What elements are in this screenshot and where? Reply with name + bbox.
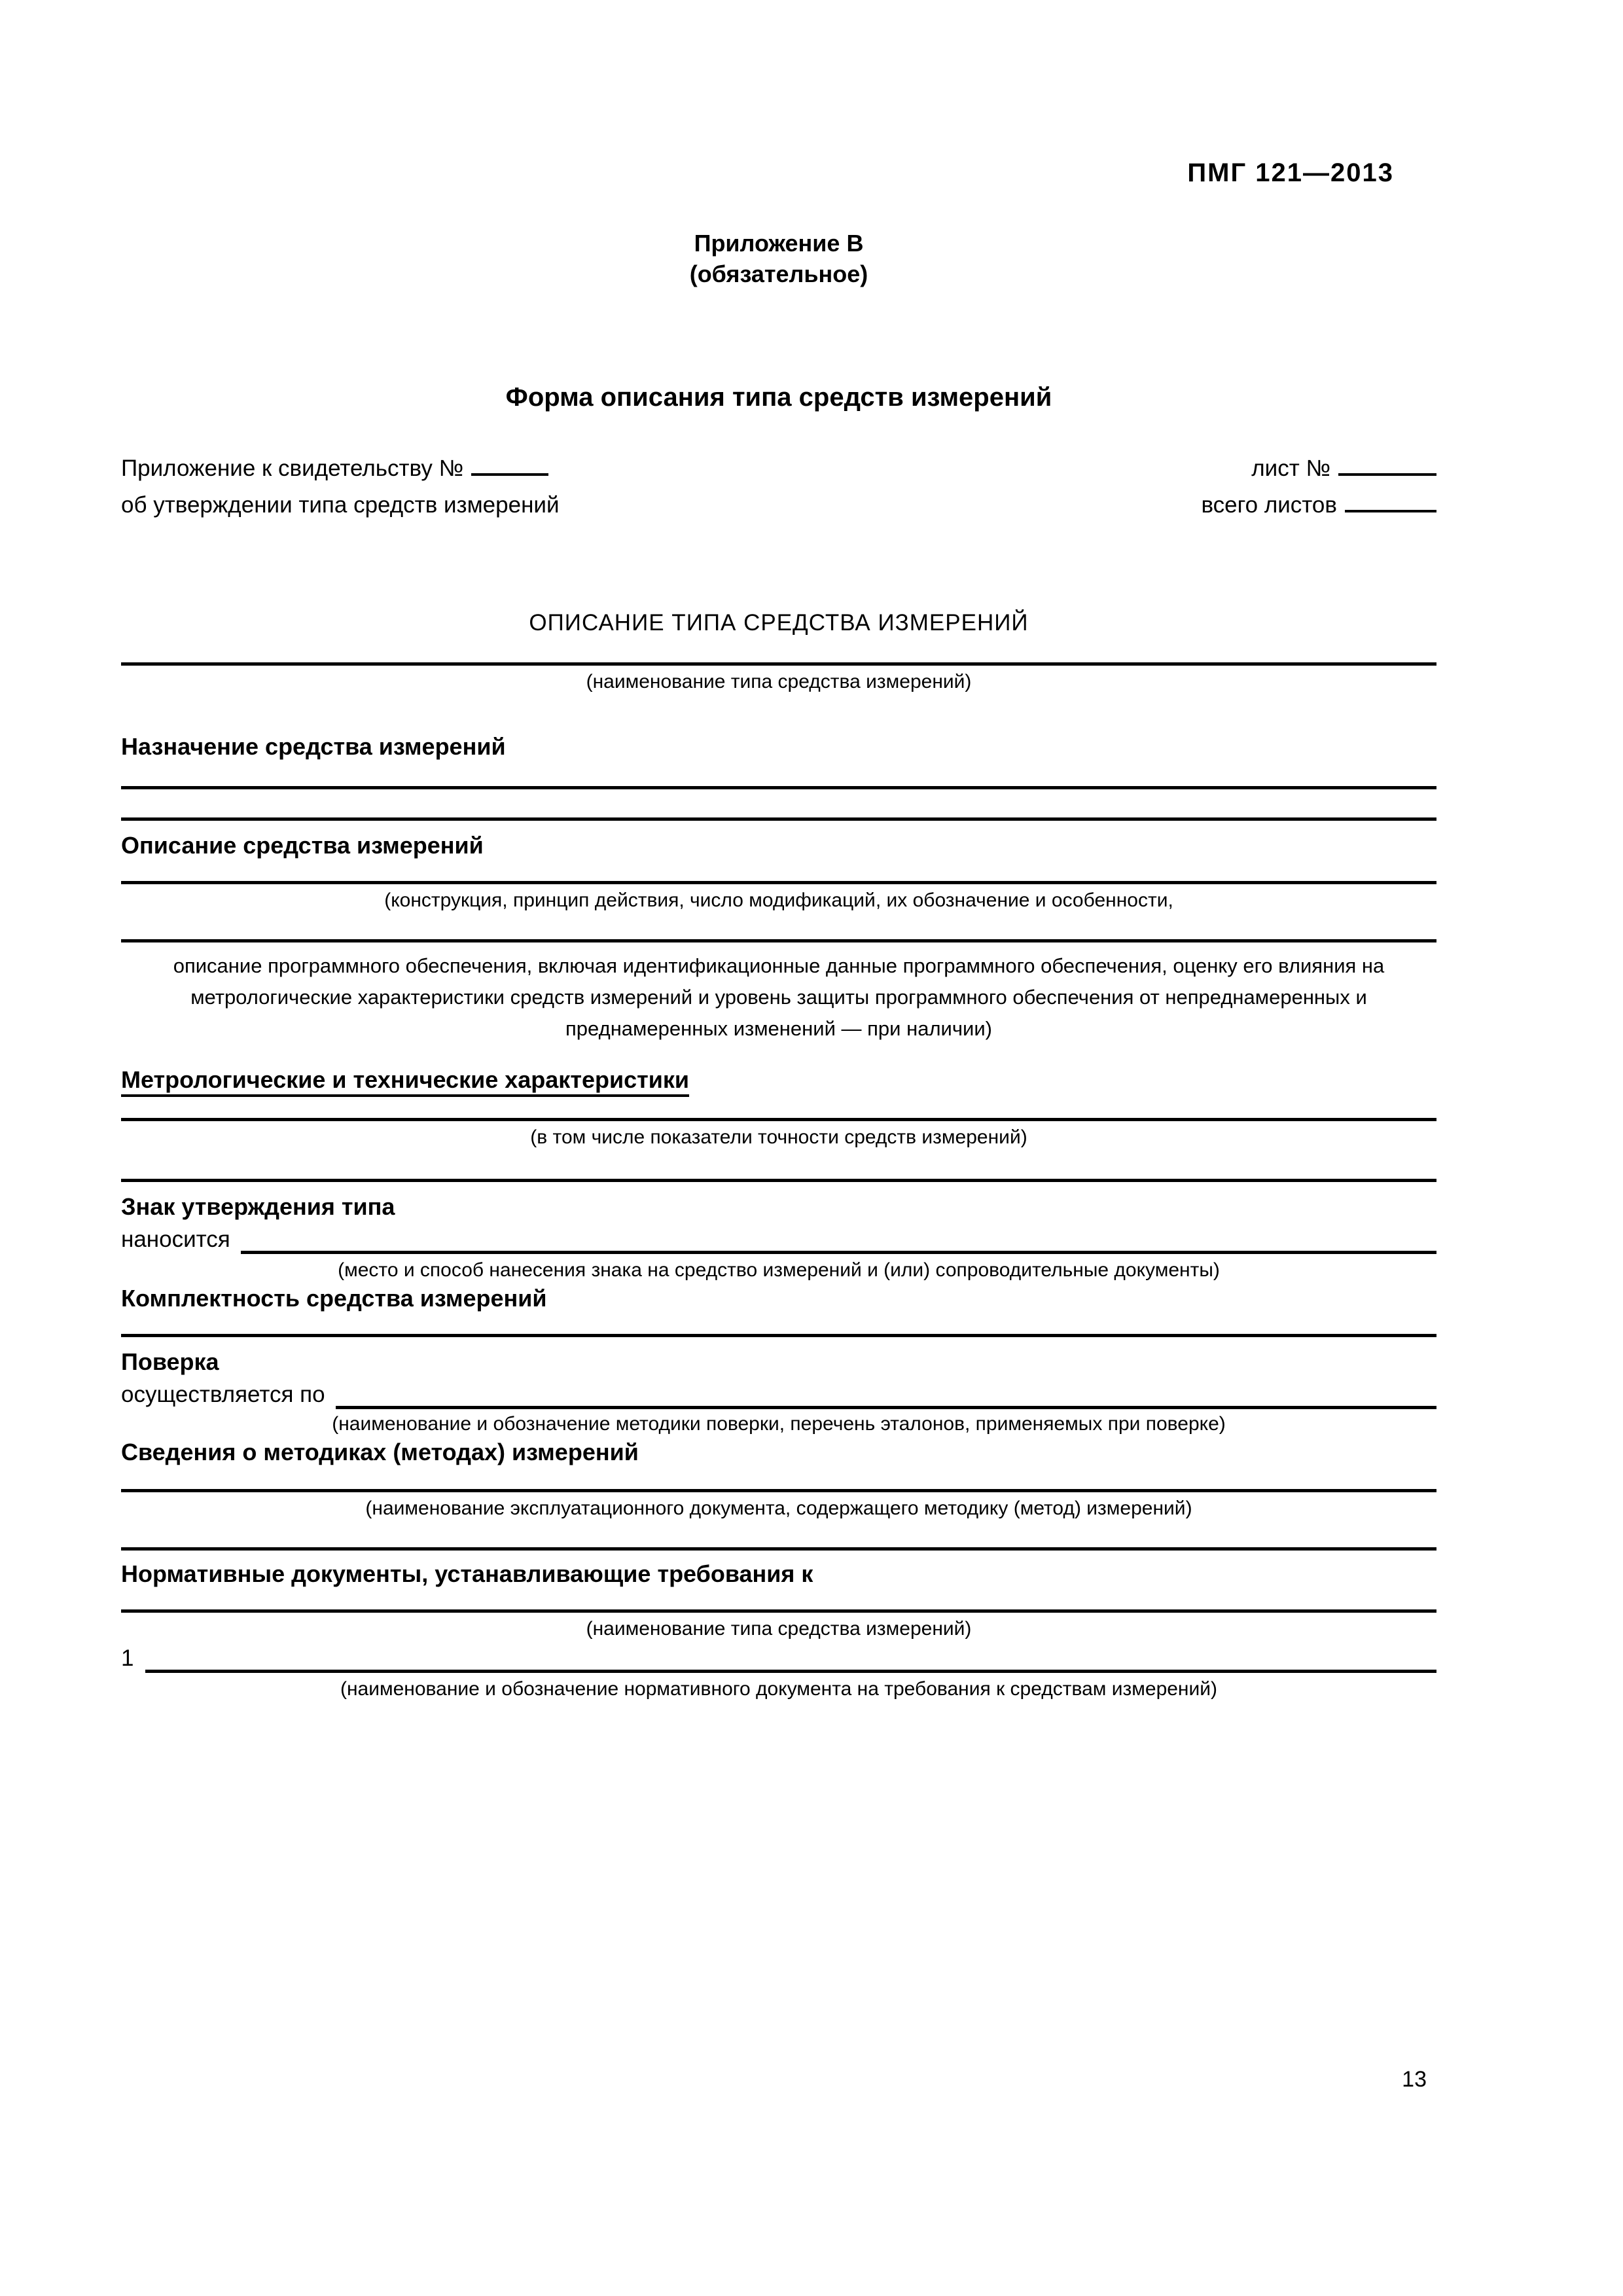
- software-note: описание программного обеспечения, включая идентификационные данные программного обеспечения, оценку его влияния на метрологические характеристики средств измерений и уровень защиты программного обеспечения от непреднамеренных и преднамеренных изменений — при наличии): [173, 954, 1385, 1040]
- write-in-line: [121, 1094, 1436, 1121]
- operational-doc-caption: (наименование эксплуатационного документа, содержащего методику (метод) измерений): [365, 1498, 1192, 1519]
- item-number: 1: [121, 1645, 134, 1671]
- certificate-header-row: [121, 450, 1436, 524]
- normative-heading: Нормативные документы, устанавливающие требования к: [121, 1560, 813, 1587]
- type-name-caption-2: (наименование типа средства измерений): [586, 1618, 972, 1640]
- sheet-number-blank: [1338, 451, 1436, 476]
- description-caps-title: ОПИСАНИЕ ТИПА СРЕДСТВА ИЗМЕРЕНИЙ: [529, 610, 1029, 636]
- write-in-line: [336, 1380, 1436, 1409]
- purpose-heading: Назначение средства измерений: [121, 733, 506, 760]
- certificate-number-blank: [471, 451, 548, 476]
- write-in-line: [145, 1644, 1436, 1673]
- description-heading: Описание средства измерений: [121, 832, 484, 859]
- write-in-line: [121, 1313, 1436, 1337]
- verification-field: [121, 1380, 1436, 1409]
- write-in-line: [121, 860, 1436, 884]
- write-in-line: [121, 761, 1436, 789]
- completeness-heading: Комплектность средства измерений: [121, 1285, 547, 1312]
- appendix-type: (обязательное): [689, 260, 868, 287]
- write-in-line: [121, 1521, 1436, 1551]
- sheets-total-blank: [1345, 488, 1436, 512]
- write-in-line: [121, 1150, 1436, 1182]
- sheet-number-line: [1201, 450, 1436, 487]
- sheet-info-block: [1201, 450, 1436, 524]
- design-caption: (конструкция, принцип действия, число модификаций, их обозначение и особенности,: [384, 889, 1173, 911]
- sheets-total-label: всего листов: [1201, 492, 1337, 518]
- certificate-line1-label: Приложение к свидетельству №: [121, 456, 464, 481]
- form-body: [121, 609, 1436, 1702]
- normative-doc-caption: (наименование и обозначение нормативного документа на требования к средствам измерений): [340, 1678, 1218, 1700]
- write-in-line: [121, 637, 1436, 666]
- write-in-line: [121, 913, 1436, 942]
- appendix-heading: [121, 228, 1436, 289]
- write-in-line: [121, 1467, 1436, 1492]
- write-in-line: [121, 1588, 1436, 1613]
- mark-place-caption: (место и способ нанесения знака на средство измерений и (или) сопроводительные документы): [338, 1259, 1220, 1281]
- methods-heading: Сведения о методиках (методах) измерений: [121, 1439, 639, 1465]
- normative-item-line: [121, 1644, 1436, 1673]
- accuracy-caption: (в том числе показатели точности средств измерений): [530, 1126, 1027, 1148]
- sheets-total-line: [1201, 487, 1436, 524]
- certificate-left-block: [121, 450, 560, 524]
- certificate-line2: об утверждении типа средств измерений: [121, 492, 560, 518]
- certificate-line1: [121, 450, 560, 487]
- appendix-title: Приложение В: [694, 230, 864, 257]
- verification-caption: (наименование и обозначение методики поверки, перечень эталонов, применяемых при поверке): [332, 1413, 1226, 1435]
- form-title: Форма описания типа средств измерений: [505, 383, 1052, 412]
- standard-code: ПМГ 121—2013: [1187, 158, 1394, 187]
- sheet-number-label: лист №: [1251, 456, 1330, 481]
- page-number: 13: [1402, 2067, 1427, 2092]
- approval-mark-heading: Знак утверждения типа: [121, 1193, 395, 1220]
- metrology-heading: Метрологические и технические характеристики: [121, 1066, 690, 1093]
- verification-performed-label: осуществляется по: [121, 1382, 325, 1407]
- approval-mark-field: [121, 1225, 1436, 1254]
- write-in-line: [241, 1225, 1436, 1254]
- write-in-line: [121, 789, 1436, 821]
- verification-heading: Поверка: [121, 1348, 219, 1375]
- approval-mark-applied-label: наносится: [121, 1227, 230, 1252]
- type-name-caption: (наименование типа средства измерений): [586, 671, 972, 692]
